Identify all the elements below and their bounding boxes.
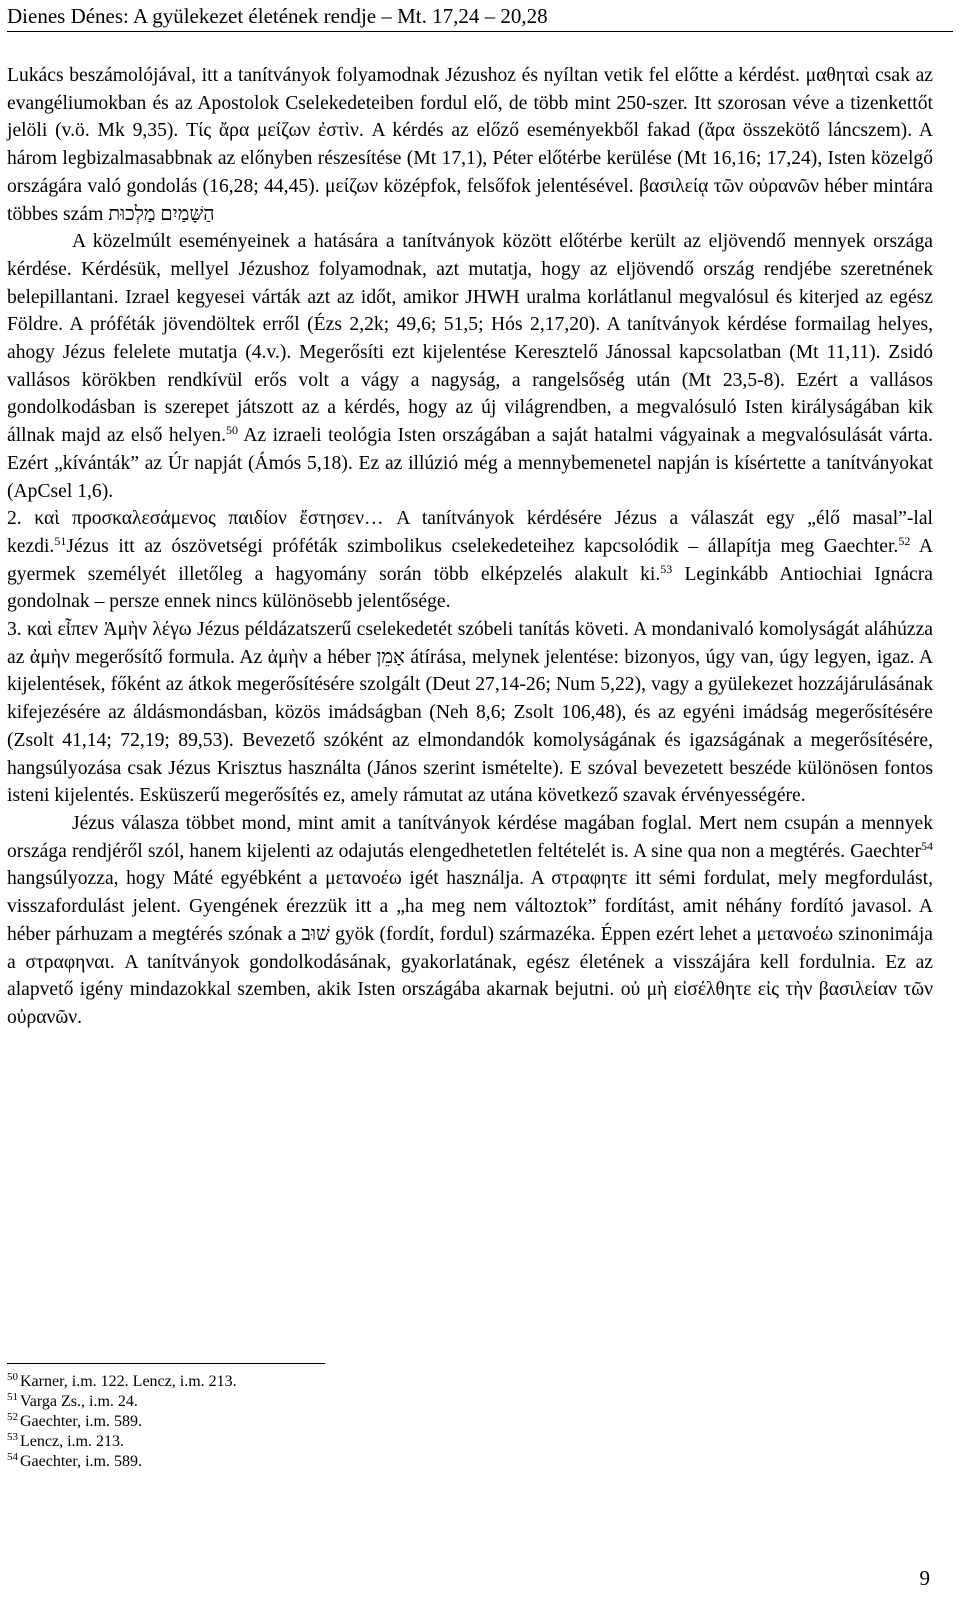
footnote-reference: 52 <box>898 533 911 548</box>
paragraph-text: hangsúlyozza, hogy Máté egyébként a μετανοέω igét használja. A στραφητε itt sémi fordulat, mely megfordulást, visszafordulást jelent. Gyengének érezzük itt a „ha meg nem változtok” fordítást, amit néhány fordító javasol. A héber párhuzam a megtérés szónak a שׁוּב gyök (fordít, fordul) származéka. Éppen ezért lehet a μετανοέω szinonimája a στραφηναι. A tanítványok gondolkodásának, gyakorlatának, egész életének a visszájára kell fordulnia. Ez az alapvető igény mindazokkal szemben, akik Isten országába akarnak bejutni. οὐ μὴ εἰσέλθητε εἰς τὴν βασιλείαν τῶν οὐρανῶν. <box>7 868 933 1028</box>
paragraph <box>7 62 933 228</box>
paragraph-text: A közelmúlt eseményeinek a hatására a tanítványok között előtérbe került az eljövendő mennyek országa kérdése. Kérdésük, mellyel Jézushoz folyamodnak, azt mutatja, hogy az eljövendő ország rendjébe szeretnének belepillantani. Izrael kegyesei várták azt az időt, amikor JHWH uralma korlátlanul megvalósul és kiterjed az egész Földre. A próféták jövendöltek erről (Ézs 2,2k; 49,6; 51,5; Hós 2,17,20). A tanítványok kérdése formailag helyes, ahogy Jézus felelete mutatja (4.v.). Megerősíti ezt kijelentése Keresztelő Jánossal kapcsolatban (Mt 11,11). Zsidó vallásos körökben rendkívül erős volt a vágy a nagyság, a rangelsőség után (Mt 23,5-8). Ezért a vallásos gondolkodásban is szerepet játszott az a kérdés, hogy az új világrendben, a megvalósuló Isten királyságában kik állnak majd az első helyen. <box>7 231 933 447</box>
footnote <box>7 1392 607 1412</box>
footnote-reference: 51 <box>54 533 67 548</box>
footnote <box>7 1372 607 1392</box>
footnote <box>7 1412 607 1432</box>
footnote-separator <box>7 1363 325 1364</box>
paragraph-text: A gyermek személyét illetőleg a hagyomány során több elképzelés alakult ki. <box>7 535 934 585</box>
paragraph <box>7 616 933 810</box>
footnote-reference: 54 <box>921 838 933 853</box>
running-header: Dienes Dénes: A gyülekezet életének rendje – Mt. 17,24 – 20,28 <box>7 4 548 28</box>
footnote-number: 53 <box>7 1431 18 1443</box>
footnote-text: Gaechter, i.m. 589. <box>20 1453 142 1470</box>
paragraph-text: Az izraeli teológia Isten országában a saját hatalmi vágyainak a megvalósulását várta. Ezért „kívánták” az Úr napját (Ámós 5,18). Ez az illúzió még a mennybemenetel napján is kísértette a tanítványokat (ApCsel 1,6). <box>7 425 933 502</box>
paragraph-text: Jézus itt az ószövetségi próféták szimbolikus cselekedeteihez kapcsolódik – állapítja meg Gaechter. <box>66 535 899 557</box>
header-rule <box>7 31 953 32</box>
footnote-reference: 50 <box>225 423 238 438</box>
body-text <box>7 62 933 1032</box>
footnote-number: 52 <box>7 1411 18 1423</box>
paragraph <box>7 505 933 616</box>
footnote-reference: 53 <box>660 561 673 576</box>
footnote <box>7 1432 607 1452</box>
paragraph-text: Jézus válasza többet mond, mint amit a tanítványok kérdése magában foglal. Mert nem csupán a mennyek országa rendjéről szól, hanem kijelenti az odajutás elengedhetetlen feltételét is. A sine qua non a megtérés. Gaechter <box>7 812 933 862</box>
paragraph-text: Leginkább Antiochiai Ignácra gondolnak – persze ennek nincs különösebb jelentősége. <box>7 563 933 613</box>
footnote-number: 51 <box>7 1391 18 1403</box>
footnote-number: 50 <box>7 1371 18 1383</box>
paragraph-text: 2. καὶ προσκαλεσάμενος παιδίον ἔστησεν… A tanítványok kérdésére Jézus a válaszát egy „élő masal”-lal kezdi. <box>7 508 933 557</box>
paragraph <box>7 228 933 505</box>
footnote-text: Gaechter, i.m. 589. <box>20 1413 142 1430</box>
page-number: 9 <box>919 1566 930 1590</box>
footnote <box>7 1452 607 1472</box>
paragraph <box>7 810 933 1032</box>
paragraph-text: Lukács beszámolójával, itt a tanítványok folyamodnak Jézushoz és nyíltan vetik fel előtte a kérdést. μαθηταὶ csak az evangéliumokban és az Apostolok Cselekedeteiben fordul elő, de több mint 250-szer. Itt szorosan véve a tizenkettőt jelöli (v.ö. Mk 9,35). Τίς ἄρα μείζων ἐστὶν. A kérdés az előző eseményekből fakad (ἄρα összekötő láncszem). A három legbizalmasabbnak az előnyben részesítése (Mt 17,1), Péter előtérbe kerülése (Mt 16,16; 17,24), Isten közelgő országára való gondolás (16,28; 44,45). μείζων középfok, felsőfok jelentésével. βασιλείᾳ τῶν οὐρανῶν héber mintára többes szám הַשָּׁמַיִם מַלְכוּת <box>7 65 933 225</box>
footnotes <box>7 1372 607 1472</box>
footnote-text: Varga Zs., i.m. 24. <box>20 1393 138 1410</box>
footnote-text: Karner, i.m. 122. Lencz, i.m. 213. <box>20 1373 237 1390</box>
footnote-text: Lencz, i.m. 213. <box>20 1433 124 1450</box>
paragraph-text: 3. καὶ εἶπεν Ἀμὴν λέγω Jézus példázatszerű cselekedetét szóbeli tanítás követi. A mondanivaló komolyságát aláhúzza az ἀμὴν megerősítő formula. Az ἀμὴν a héber אָמֵן átírása, melynek jelentése: bizonyos, úgy van, úgy legyen, igaz. A kijelentések, főként az átkok megerősítésére szolgált (Deut 27,14-26; Num 5,22), vagy a gyülekezet hozzájárulásának kifejezésére az áldásmondásban, közös imádságban (Neh 8,6; Zsolt 106,48), és az egyéni imádság megerősítésére (Zsolt 41,14; 72,19; 89,53). Bevezető szóként az elmondandók komolyságának és igazságának a megerősítésére, hangsúlyozása csak Jézus Krisztus használta (János szerint ismételte). E szóval bevezetett beszéde különösen fontos isteni kijelentés. Esküszerű megerősítés ez, amely rámutat az utána következő szavak érvényességére. <box>7 619 934 807</box>
footnote-number: 54 <box>7 1451 18 1463</box>
